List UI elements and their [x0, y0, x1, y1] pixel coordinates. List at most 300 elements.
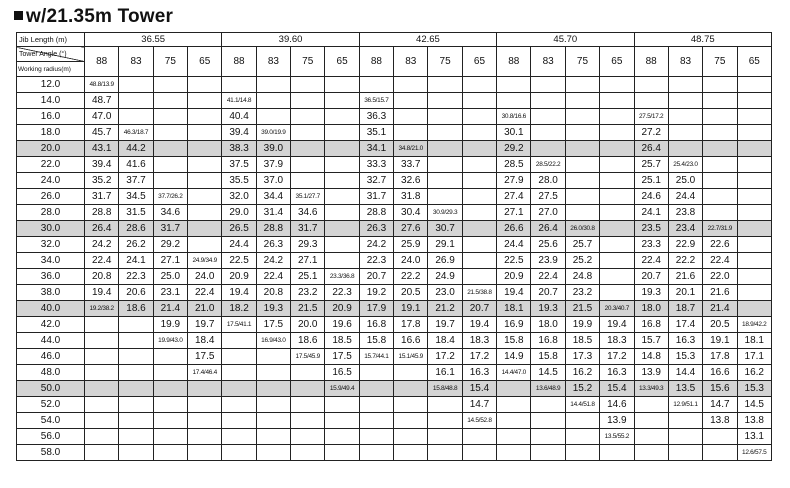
- load-cell: [428, 125, 462, 141]
- load-cell: [359, 397, 393, 413]
- table-row: [17, 205, 772, 221]
- load-cell: 25.0: [153, 269, 187, 285]
- load-cell: [325, 413, 359, 429]
- load-cell: [291, 173, 325, 189]
- load-cell: [188, 221, 222, 237]
- load-cell: 20.7: [359, 269, 393, 285]
- load-cell: [737, 269, 771, 285]
- load-cell: 14.5/52.8: [462, 413, 496, 429]
- load-cell: 30.7: [428, 221, 462, 237]
- load-cell: [188, 237, 222, 253]
- load-cell: 22.5: [497, 253, 531, 269]
- load-cell: [428, 397, 462, 413]
- load-cell: [497, 381, 531, 397]
- load-cell: 16.6: [703, 365, 737, 381]
- load-cell: 29.0: [222, 205, 256, 221]
- table-row: [17, 349, 772, 365]
- load-cell: [565, 109, 599, 125]
- load-cell: 37.9: [256, 157, 290, 173]
- load-cell: 41.1/14.8: [222, 93, 256, 109]
- load-cell: [497, 445, 531, 461]
- load-cell: [462, 205, 496, 221]
- load-cell: 16.3: [600, 365, 634, 381]
- table-row: [17, 237, 772, 253]
- load-chart-table: [16, 32, 772, 461]
- load-cell: 23.5: [634, 221, 668, 237]
- table-row: [17, 253, 772, 269]
- load-cell: 44.2: [119, 141, 153, 157]
- load-cell: 15.3: [668, 349, 702, 365]
- load-cell: 15.8: [497, 333, 531, 349]
- load-cell: 32.7: [359, 173, 393, 189]
- load-cell: 24.0: [188, 269, 222, 285]
- load-cell: [325, 397, 359, 413]
- load-cell: 20.1: [668, 285, 702, 301]
- load-cell: [291, 397, 325, 413]
- load-cell: 19.9/43.0: [153, 333, 187, 349]
- load-cell: 34.6: [291, 205, 325, 221]
- load-cell: 15.7/44.1: [359, 349, 393, 365]
- load-cell: 30.8/16.6: [497, 109, 531, 125]
- load-cell: [703, 125, 737, 141]
- load-cell: [119, 333, 153, 349]
- load-cell: 20.0: [291, 317, 325, 333]
- working-radius-cell: 12.0: [17, 77, 85, 93]
- load-cell: [325, 77, 359, 93]
- load-cell: [222, 77, 256, 93]
- load-cell: 16.3: [668, 333, 702, 349]
- load-cell: [703, 141, 737, 157]
- load-cell: [531, 397, 565, 413]
- load-cell: [188, 125, 222, 141]
- load-cell: 29.1: [428, 237, 462, 253]
- load-cell: [291, 141, 325, 157]
- load-cell: 31.5: [119, 205, 153, 221]
- load-cell: 31.7: [359, 189, 393, 205]
- table-row: [17, 301, 772, 317]
- load-cell: 16.6: [394, 333, 428, 349]
- tower-angle-header: 75: [565, 47, 599, 77]
- table-row: [17, 221, 772, 237]
- load-cell: [565, 205, 599, 221]
- load-cell: [256, 397, 290, 413]
- load-cell: [153, 157, 187, 173]
- load-cell: [600, 77, 634, 93]
- load-cell: 46.3/18.7: [119, 125, 153, 141]
- load-cell: 28.8: [359, 205, 393, 221]
- load-cell: 26.5: [222, 221, 256, 237]
- load-cell: [85, 445, 119, 461]
- tower-angle-header: 65: [188, 47, 222, 77]
- load-cell: [703, 157, 737, 173]
- load-cell: [531, 125, 565, 141]
- load-cell: [222, 381, 256, 397]
- load-cell: [531, 77, 565, 93]
- load-cell: 18.5: [565, 333, 599, 349]
- load-cell: 17.8: [703, 349, 737, 365]
- load-cell: [325, 109, 359, 125]
- load-cell: [188, 381, 222, 397]
- load-cell: 47.0: [85, 109, 119, 125]
- load-cell: 18.1: [497, 301, 531, 317]
- load-cell: [188, 77, 222, 93]
- load-cell: [394, 397, 428, 413]
- load-cell: [531, 413, 565, 429]
- load-cell: 13.9: [634, 365, 668, 381]
- load-cell: 24.9/34.9: [188, 253, 222, 269]
- jib-length-4: 45.70: [497, 33, 634, 47]
- table-row: [17, 285, 772, 301]
- load-cell: 17.4/46.4: [188, 365, 222, 381]
- load-cell: [222, 333, 256, 349]
- load-cell: 37.7: [119, 173, 153, 189]
- tower-angle-header: 83: [668, 47, 702, 77]
- load-cell: [325, 445, 359, 461]
- load-cell: 31.8: [394, 189, 428, 205]
- load-cell: 23.2: [565, 285, 599, 301]
- load-cell: 21.5: [565, 301, 599, 317]
- load-cell: [428, 141, 462, 157]
- working-radius-cell: 20.0: [17, 141, 85, 157]
- load-cell: 17.5: [188, 349, 222, 365]
- load-cell: 22.2: [668, 253, 702, 269]
- load-cell: [188, 413, 222, 429]
- load-cell: [600, 93, 634, 109]
- load-cell: 22.4: [531, 269, 565, 285]
- working-radius-cell: 52.0: [17, 397, 85, 413]
- load-cell: 16.9: [497, 317, 531, 333]
- load-cell: 27.2: [634, 125, 668, 141]
- load-cell: 38.3: [222, 141, 256, 157]
- load-cell: [85, 365, 119, 381]
- load-cell: [359, 365, 393, 381]
- load-cell: 34.5: [119, 189, 153, 205]
- load-cell: [119, 317, 153, 333]
- load-cell: 14.5: [531, 365, 565, 381]
- load-cell: 13.1: [737, 429, 771, 445]
- bullet-square-icon: [14, 11, 23, 20]
- load-cell: [600, 189, 634, 205]
- tower-angle-header: 83: [531, 47, 565, 77]
- load-cell: 20.8: [85, 269, 119, 285]
- load-cell: [291, 125, 325, 141]
- table-row: [17, 109, 772, 125]
- title-text: w/21.35m Tower: [26, 6, 174, 27]
- load-cell: 12.6/57.5: [737, 445, 771, 461]
- load-cell: [668, 109, 702, 125]
- tower-angle-header: 88: [222, 47, 256, 77]
- load-cell: 22.3: [325, 285, 359, 301]
- load-cell: 25.1: [634, 173, 668, 189]
- load-cell: [222, 365, 256, 381]
- load-cell: [565, 413, 599, 429]
- load-cell: 18.3: [600, 333, 634, 349]
- load-chart-body: [17, 33, 772, 461]
- load-cell: [188, 205, 222, 221]
- working-radius-cell: 50.0: [17, 381, 85, 397]
- tower-angle-header: 88: [85, 47, 119, 77]
- load-cell: 14.7: [703, 397, 737, 413]
- load-cell: 26.0/30.8: [565, 221, 599, 237]
- load-cell: 18.6: [119, 301, 153, 317]
- load-cell: 37.0: [256, 173, 290, 189]
- load-cell: 12.9/51.1: [668, 397, 702, 413]
- load-cell: 28.5/22.2: [531, 157, 565, 173]
- load-cell: [600, 125, 634, 141]
- load-cell: [462, 189, 496, 205]
- load-cell: [188, 157, 222, 173]
- jib-length-5: 48.75: [634, 33, 772, 47]
- load-cell: 26.9: [428, 253, 462, 269]
- load-cell: [462, 173, 496, 189]
- load-cell: [737, 301, 771, 317]
- load-cell: [85, 397, 119, 413]
- load-cell: [600, 221, 634, 237]
- load-cell: [600, 445, 634, 461]
- load-cell: [394, 381, 428, 397]
- load-cell: 15.8/48.8: [428, 381, 462, 397]
- load-cell: 18.9/42.2: [737, 317, 771, 333]
- load-cell: [85, 349, 119, 365]
- load-cell: [634, 93, 668, 109]
- load-cell: [325, 253, 359, 269]
- load-cell: [222, 413, 256, 429]
- load-cell: [188, 141, 222, 157]
- load-cell: [634, 429, 668, 445]
- load-cell: 20.5: [703, 317, 737, 333]
- load-cell: [359, 429, 393, 445]
- load-cell: [634, 413, 668, 429]
- load-cell: 13.5: [668, 381, 702, 397]
- tower-angle-header: 88: [497, 47, 531, 77]
- load-cell: 14.4: [668, 365, 702, 381]
- load-cell: 23.2: [291, 285, 325, 301]
- load-cell: [531, 93, 565, 109]
- tower-angle-header: 75: [428, 47, 462, 77]
- load-cell: 48.7: [85, 93, 119, 109]
- load-cell: 32.6: [394, 173, 428, 189]
- load-cell: 22.4: [85, 253, 119, 269]
- load-cell: 24.1: [119, 253, 153, 269]
- load-cell: 24.2: [256, 253, 290, 269]
- load-cell: 14.9: [497, 349, 531, 365]
- load-cell: [291, 413, 325, 429]
- load-cell: 16.9/43.0: [256, 333, 290, 349]
- load-cell: 27.1: [497, 205, 531, 221]
- load-cell: 41.6: [119, 157, 153, 173]
- load-cell: [359, 77, 393, 93]
- load-cell: 22.6: [703, 237, 737, 253]
- load-cell: 19.6: [325, 317, 359, 333]
- load-cell: 18.6: [291, 333, 325, 349]
- load-cell: 43.1: [85, 141, 119, 157]
- load-cell: 18.0: [531, 317, 565, 333]
- load-cell: 21.6: [668, 269, 702, 285]
- load-cell: 45.7: [85, 125, 119, 141]
- load-cell: [188, 429, 222, 445]
- load-cell: 17.2: [462, 349, 496, 365]
- load-cell: [497, 397, 531, 413]
- tower-angle-header: 65: [462, 47, 496, 77]
- load-cell: [634, 397, 668, 413]
- load-cell: 20.5: [394, 285, 428, 301]
- load-cell: [634, 445, 668, 461]
- table-row: [17, 77, 772, 93]
- load-cell: [85, 317, 119, 333]
- load-cell: [85, 381, 119, 397]
- load-cell: 14.6: [600, 397, 634, 413]
- load-cell: [703, 445, 737, 461]
- load-cell: [600, 173, 634, 189]
- load-cell: [668, 77, 702, 93]
- load-cell: [119, 349, 153, 365]
- load-cell: 17.2: [428, 349, 462, 365]
- load-cell: 13.3/49.3: [634, 381, 668, 397]
- load-cell: 15.3: [737, 381, 771, 397]
- tower-angle-label: Tower Angle (°): [17, 47, 85, 62]
- load-cell: 37.5: [222, 157, 256, 173]
- load-cell: [703, 429, 737, 445]
- load-cell: 26.4: [634, 141, 668, 157]
- load-cell: [119, 397, 153, 413]
- load-cell: 27.9: [497, 173, 531, 189]
- load-cell: 14.8: [634, 349, 668, 365]
- load-cell: 19.9: [153, 317, 187, 333]
- load-cell: [737, 157, 771, 173]
- load-cell: 30.4: [394, 205, 428, 221]
- jib-length-label: Jib Length (m): [17, 33, 85, 47]
- tower-angle-header: 65: [325, 47, 359, 77]
- load-cell: 19.4: [600, 317, 634, 333]
- load-cell: 23.4: [668, 221, 702, 237]
- working-radius-cell: 16.0: [17, 109, 85, 125]
- load-cell: [188, 397, 222, 413]
- load-cell: 26.2: [119, 237, 153, 253]
- table-row: [17, 413, 772, 429]
- load-cell: 18.3: [462, 333, 496, 349]
- load-cell: 15.2: [565, 381, 599, 397]
- load-cell: [737, 253, 771, 269]
- load-cell: [565, 141, 599, 157]
- load-cell: [394, 109, 428, 125]
- load-cell: [737, 221, 771, 237]
- load-cell: [565, 173, 599, 189]
- load-cell: 22.0: [703, 269, 737, 285]
- load-cell: [291, 93, 325, 109]
- table-row: [17, 317, 772, 333]
- load-cell: [737, 189, 771, 205]
- working-radius-cell: 44.0: [17, 333, 85, 349]
- load-cell: [153, 365, 187, 381]
- load-cell: 17.8: [394, 317, 428, 333]
- load-cell: 28.0: [531, 173, 565, 189]
- table-row: [17, 397, 772, 413]
- load-cell: 22.2: [394, 269, 428, 285]
- load-cell: [256, 349, 290, 365]
- load-cell: [188, 93, 222, 109]
- load-cell: 13.9: [600, 413, 634, 429]
- load-cell: 28.8: [85, 205, 119, 221]
- load-cell: 20.9: [325, 301, 359, 317]
- load-cell: 32.0: [222, 189, 256, 205]
- load-cell: 21.5: [291, 301, 325, 317]
- load-cell: [737, 109, 771, 125]
- load-cell: 22.3: [359, 253, 393, 269]
- load-cell: 26.6: [497, 221, 531, 237]
- load-cell: 25.1: [291, 269, 325, 285]
- load-cell: 31.7: [85, 189, 119, 205]
- load-cell: [153, 77, 187, 93]
- load-cell: 20.9: [497, 269, 531, 285]
- table-row: [17, 333, 772, 349]
- header-row-angle: [17, 47, 772, 62]
- load-cell: [359, 413, 393, 429]
- load-cell: 19.3: [531, 301, 565, 317]
- load-cell: [153, 141, 187, 157]
- working-radius-cell: 40.0: [17, 301, 85, 317]
- table-row: [17, 141, 772, 157]
- load-cell: [703, 77, 737, 93]
- working-radius-cell: 34.0: [17, 253, 85, 269]
- load-cell: 35.5: [222, 173, 256, 189]
- load-cell: [462, 125, 496, 141]
- load-cell: 22.4: [188, 285, 222, 301]
- load-cell: [291, 365, 325, 381]
- working-radius-cell: 26.0: [17, 189, 85, 205]
- table-row: [17, 157, 772, 173]
- load-cell: 18.1: [737, 333, 771, 349]
- load-cell: [153, 429, 187, 445]
- load-cell: 34.4: [256, 189, 290, 205]
- load-cell: [85, 413, 119, 429]
- load-cell: 24.4: [668, 189, 702, 205]
- load-cell: [85, 429, 119, 445]
- load-cell: 27.5/17.2: [634, 109, 668, 125]
- working-radius-label: Working radius(m): [17, 62, 85, 77]
- load-cell: [153, 93, 187, 109]
- load-cell: [703, 189, 737, 205]
- load-cell: 21.4: [153, 301, 187, 317]
- load-cell: [222, 349, 256, 365]
- load-cell: [256, 381, 290, 397]
- load-cell: 18.5: [325, 333, 359, 349]
- load-cell: 18.2: [222, 301, 256, 317]
- load-cell: [668, 413, 702, 429]
- load-cell: [668, 93, 702, 109]
- load-cell: 20.8: [256, 285, 290, 301]
- load-cell: 35.2: [85, 173, 119, 189]
- load-cell: 13.8: [737, 413, 771, 429]
- jib-length-2: 39.60: [222, 33, 359, 47]
- load-cell: 22.4: [703, 253, 737, 269]
- load-cell: 19.3: [634, 285, 668, 301]
- load-cell: [119, 365, 153, 381]
- load-cell: 17.9: [359, 301, 393, 317]
- load-cell: [531, 445, 565, 461]
- load-cell: 24.2: [359, 237, 393, 253]
- load-cell: 24.6: [634, 189, 668, 205]
- load-cell: [737, 173, 771, 189]
- header-row-jib: [17, 33, 772, 47]
- load-cell: 17.1: [737, 349, 771, 365]
- load-cell: [222, 429, 256, 445]
- load-cell: [119, 445, 153, 461]
- load-cell: 14.4/51.8: [565, 397, 599, 413]
- load-cell: 16.8: [359, 317, 393, 333]
- load-cell: [256, 429, 290, 445]
- load-cell: 19.4: [85, 285, 119, 301]
- load-cell: [462, 253, 496, 269]
